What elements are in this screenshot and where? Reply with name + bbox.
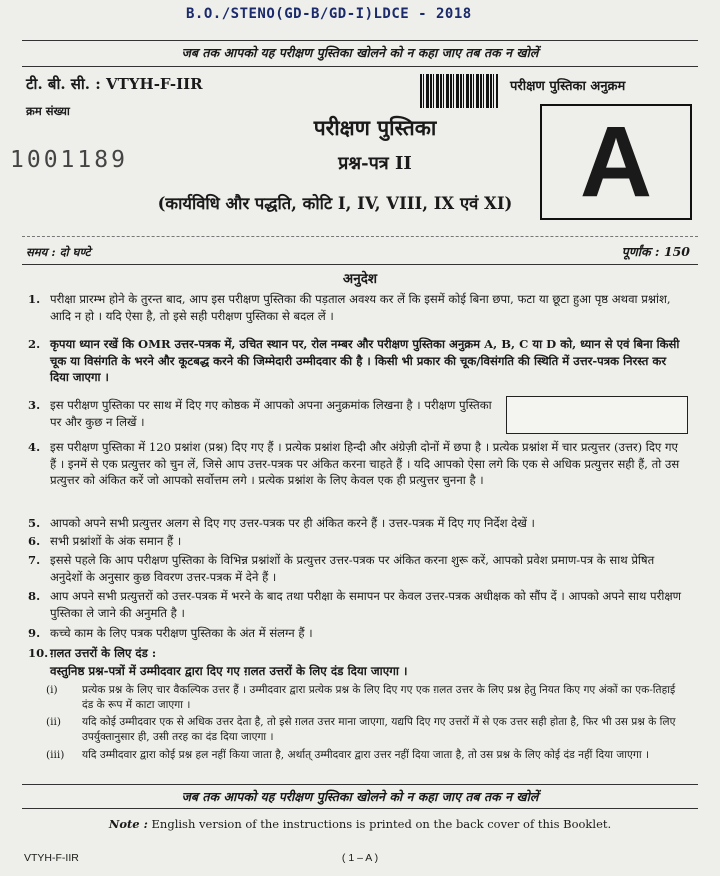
time-allowed: समय : दो घण्टे (26, 245, 91, 259)
instruction-number: 5. (28, 516, 41, 530)
instructions-heading: अनुदेश (342, 271, 378, 287)
instruction-2 (22, 336, 684, 388)
instruction-text: इससे पहले कि आप परीक्षण पुस्तिका के विभिन्न प्रश्नांशों के प्रत्युत्तर उत्तर-पत्रक पर अंकित करना शुरू करें, आपको प्रवेश प्रमाण-पत्र के साथ प्रेषित अनुदेशों के अनुसार कुछ विवरण उत्तर-पत्रक में देने हैं । (50, 553, 655, 584)
subject-line: (कार्यविधि और पद्धति, कोटि I, IV, VIII, IX एवं XI) (157, 194, 513, 213)
penalty-item-number: (iii) (46, 749, 65, 761)
instruction-text: कृपया ध्यान रखें कि OMR उत्तर-पत्रक में, उचित स्थान पर, रोल नम्बर और परीक्षण पुस्तिका अनुक्रम A, B, C या D को, ध्यान से एवं बिना किसी चूक या विसंगति के भरने और कूटबद्ध करने की जिम्मेदारी उम्मीदवार की है । किसी भी प्रकार की चूक/विसंगति की स्थिति में उत्तर-पत्रक निरस्त कर दिया जाएगा । (50, 337, 680, 384)
penalty-item-number: (i) (46, 684, 58, 696)
instruction-text: सभी प्रश्नांशों के अंक समान हैं । (50, 534, 182, 548)
instruction-number: 4. (28, 440, 41, 454)
instruction-8 (22, 588, 684, 622)
instruction-3 (22, 397, 492, 431)
paper-title: प्रश्न-पत्र II (338, 153, 412, 174)
instruction-text: इस परीक्षण पुस्तिका में 120 प्रश्नांश (प्रश्न) दिए गए हैं । प्रत्येक प्रश्नांश हिन्दी और अंग्रेज़ी दोनों में छपा है । प्रत्येक प्रश्नांश में चार प्रत्युत्तर (उत्तर) दिए गए हैं । इनमें से एक प्रत्युत्तर को चुन लें, जिसे आप उत्तर-पत्रक पर अंकित करना चाहते हैं । यदि आपको ऐसा लगे कि एक से अधिक प्रत्युत्तर सही हैं, तो उस प्रत्युत्तर को अंकित करें जो आपको सर्वोत्तम लगे । प्रत्येक प्रश्नांश के लिए केवल एक ही प्रत्युत्तर चुनना है । (50, 440, 680, 487)
instruction-number: 3. (28, 398, 41, 412)
section-rule (22, 264, 698, 265)
handwritten-exam-code: B.O./STENO(GD-B/GD-I)LDCE - 2018 (186, 6, 472, 22)
tbc-label: टी. बी. सी. : VTYH-F-IIR (26, 75, 203, 93)
penalty-item-text: यदि कोई उम्मीदवार एक से अधिक उत्तर देता है, तो इसे ग़लत उत्तर माना जाएगा, यद्यपि दिए गए उत्तरों में से एक उत्तर सही होता है, फिर भी उस प्रश्न के लिए उपर्युक्तानुसार ही, उसी तरह का दंड दिया जाएगा । (82, 716, 676, 743)
english-note (0, 817, 720, 831)
penalty-item-text: यदि उम्मीदवार द्वारा कोई प्रश्न हल नहीं किया जाता है, अर्थात् उम्मीदवार द्वारा उत्तर नहीं दिया जाता है, तो उस प्रश्न के लिए कोई दंड नहीं दिया जाएगा । (82, 749, 649, 761)
roll-number-box (506, 396, 688, 434)
instruction-text: कच्चे काम के लिए पत्रक परीक्षण पुस्तिका के अंत में संलग्न हैं । (50, 626, 313, 640)
serial-number: 1001189 (10, 147, 128, 173)
instruction-5 (22, 515, 684, 532)
instruction-number: 2. (28, 337, 41, 351)
penalty-item-3 (40, 748, 680, 778)
instruction-number: 1. (28, 292, 41, 306)
booklet-series-box (540, 104, 692, 220)
instruction-7 (22, 552, 684, 586)
footer-code: VTYH-F-IIR (24, 852, 79, 864)
instruction-text: आपको अपने सभी प्रत्युत्तर अलग से दिए गए उत्तर-पत्रक पर ही अंकित करने हैं । उत्तर-पत्रक में दिए गए निर्देश देखें । (50, 516, 535, 530)
penalty-item-number: (ii) (46, 716, 62, 728)
instruction-1 (22, 291, 684, 325)
instruction-text: आप अपने सभी प्रत्युत्तरों को उत्तर-पत्रक में भरने के बाद तथा परीक्षा के समापन पर केवल उत्तर-पत्रक अधीक्षक को सौंप दें । आपको अपने साथ परीक्षण पुस्तिका ले जाने की अनुमति है । (50, 589, 682, 620)
top-rule-2 (22, 66, 698, 67)
barcode (420, 74, 498, 108)
instruction-number: 6. (28, 534, 41, 548)
instruction-number: 8. (28, 589, 41, 603)
instruction-text: ग़लत उत्तरों के लिए दंड : (50, 646, 157, 660)
warning-top: जब तक आपको यह परीक्षण पुस्तिका खोलने को न कहा जाए तब तक न खोलें (181, 45, 539, 60)
serial-label: क्रम संख्या (26, 104, 70, 118)
booklet-title: परीक्षण पुस्तिका (313, 115, 437, 140)
page-number: ( 1 – A ) (341, 852, 379, 864)
instruction-6 (22, 533, 684, 550)
bottom-rule-2 (22, 808, 698, 809)
instruction-text: इस परीक्षण पुस्तिका पर साथ में दिए गए कोष्ठक में आपको अपना अनुक्रमांक लिखना है । परीक्षण पुस्तिका पर और कुछ न लिखें । (50, 398, 492, 429)
top-rule (22, 40, 698, 41)
instruction-number: 9. (28, 626, 41, 640)
instruction-number: 10. (28, 646, 49, 660)
instruction-4 (22, 439, 684, 507)
instruction-10 (22, 645, 684, 662)
sequence-label: परीक्षण पुस्तिका अनुक्रम (510, 79, 626, 94)
instruction-text: परीक्षा प्रारम्भ होने के तुरन्त बाद, आप इस परीक्षण पुस्तिका की पड़ताल अवश्य कर लें कि इसमें कोई बिना छपा, फटा या छूटा हुआ पृष्ठ अथवा प्रश्नांश, आदि न हो । यदि ऐसा है, तो इसे सही परीक्षण पुस्तिका से बदल लें । (50, 292, 671, 323)
note-label: Note : (108, 817, 148, 831)
penalty-item-1 (40, 683, 680, 713)
dashed-rule (22, 236, 698, 237)
penalty-item-2 (40, 715, 680, 745)
max-marks: पूर्णांक : 150 (621, 244, 690, 259)
penalty-intro: वस्तुनिष्ठ प्रश्न-पत्रों में उम्मीदवार द्वारा दिए गए ग़लत उत्तरों के लिए दंड दिया जाएगा । (50, 664, 408, 678)
note-text: English version of the instructions is printed on the back cover of this Booklet. (151, 817, 612, 831)
penalty-item-text: प्रत्येक प्रश्न के लिए चार वैकल्पिक उत्तर हैं । उम्मीदवार द्वारा प्रत्येक प्रश्न के लिए दिए गए एक ग़लत उत्तर के लिए प्रश्न हेतु नियत किए गए अंकों का एक-तिहाई दंड के रूप में काटा जाएगा । (82, 684, 676, 711)
warning-bottom: जब तक आपको यह परीक्षण पुस्तिका खोलने को न कहा जाए तब तक न खोलें (181, 789, 539, 804)
bottom-rule (22, 784, 698, 785)
instruction-9 (22, 625, 684, 642)
instruction-number: 7. (28, 553, 41, 567)
booklet-series-letter: A (579, 106, 653, 218)
